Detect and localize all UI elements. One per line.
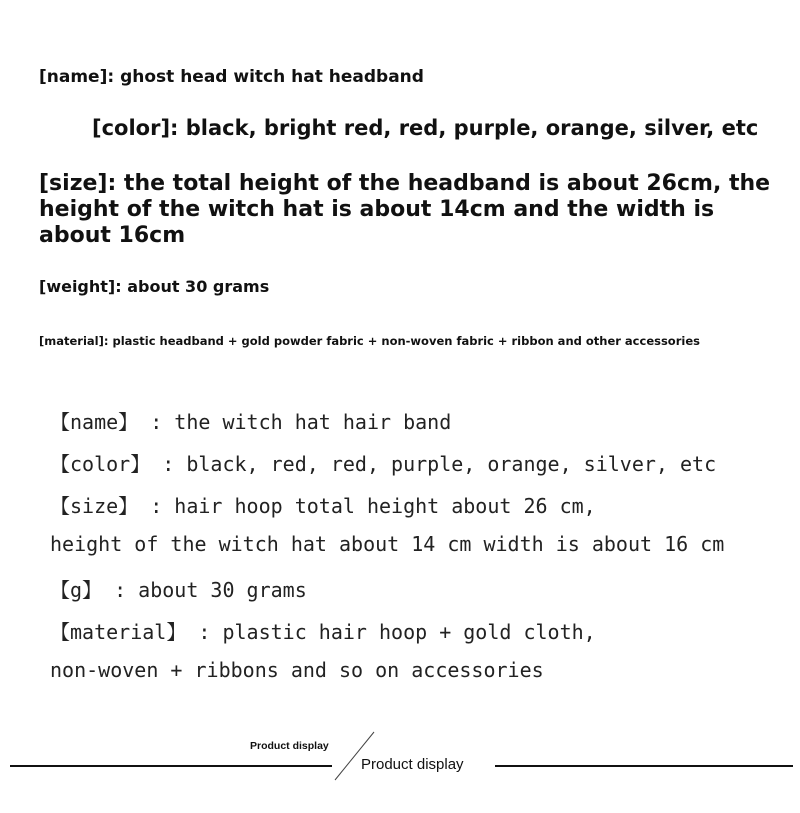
alt-spec-size: 【size】 : hair hoop total height about 26 cm, <box>50 494 596 518</box>
spec-material-line: [material]: plastic headband + gold powder fabric + non-woven fabric + ribbon and other accessories <box>39 334 700 348</box>
spec-weight-line: [weight]: about 30 grams <box>39 277 270 296</box>
alt-spec-name: 【name】 : the witch hat hair band <box>50 410 452 434</box>
alt-spec-material-continued: non-woven + ribbons and so on accessories <box>50 658 544 682</box>
spec-name-line: [name]: ghost head witch hat headband <box>39 67 424 87</box>
divider-rule-left <box>10 765 332 767</box>
spec-color-line: [color]: black, bright red, red, purple, orange, silver, etc <box>92 116 759 140</box>
alt-spec-material: 【material】 : plastic hair hoop + gold cloth, <box>50 620 596 644</box>
divider-small-label: Product display <box>250 740 329 752</box>
alt-spec-weight: 【g】 : about 30 grams <box>50 578 307 602</box>
divider-label: Product display <box>361 756 464 773</box>
alt-spec-size-continued: height of the witch hat about 14 cm width is about 16 cm <box>50 532 725 556</box>
divider-rule-right <box>495 765 793 767</box>
alt-spec-color: 【color】 : black, red, red, purple, orange, silver, etc <box>50 452 717 476</box>
spec-size-line: [size]: the total height of the headband is about 26cm, the height of the witch hat is about 14cm and the width is about 16cm <box>39 171 771 248</box>
